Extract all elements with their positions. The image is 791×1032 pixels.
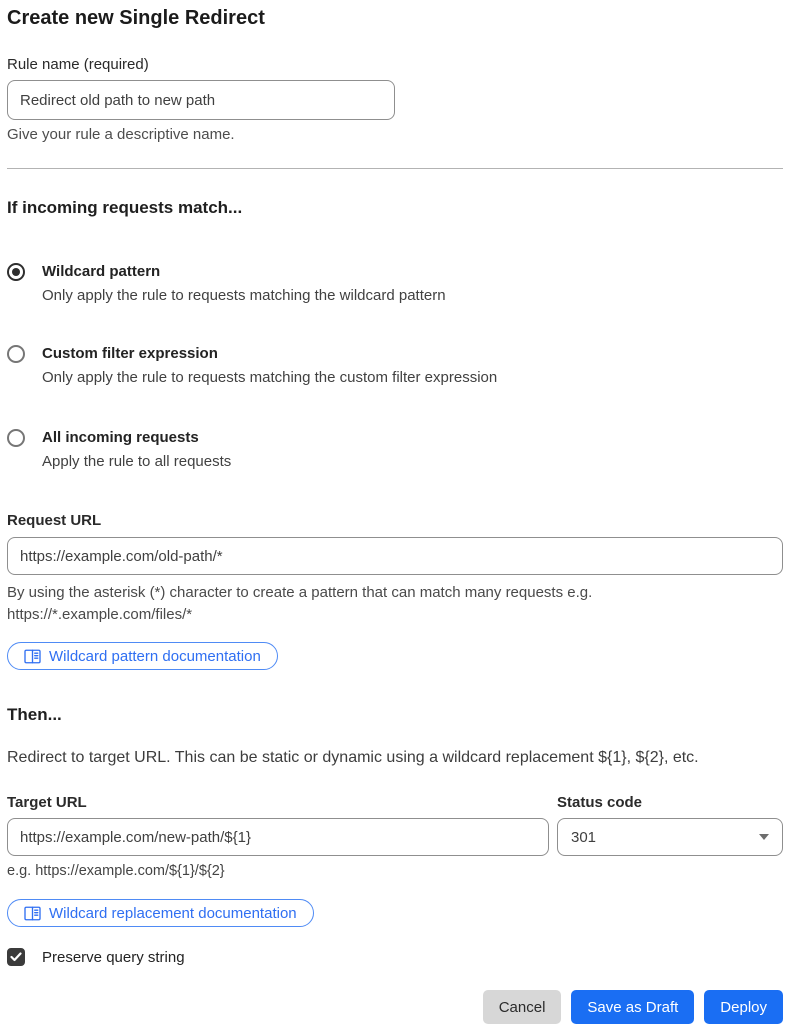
radio-button[interactable]: [7, 429, 25, 447]
save-as-draft-button[interactable]: Save as Draft: [571, 990, 694, 1024]
request-url-label: Request URL: [7, 512, 102, 529]
chevron-down-icon: [759, 834, 769, 840]
rule-name-help: Give your rule a descriptive name.: [7, 126, 235, 143]
status-code-column: [557, 794, 783, 880]
form-action-bar: [7, 990, 783, 1024]
radio-texts: [42, 344, 497, 387]
then-section-heading: Then...: [7, 705, 62, 724]
rule-name-label: Rule name (required): [7, 56, 149, 73]
target-url-help: e.g. https://example.com/${1}/${2}: [7, 863, 225, 879]
wildcard-replacement-documentation-button[interactable]: [7, 899, 314, 927]
radio-description: Only apply the rule to requests matching the wildcard pattern: [42, 287, 446, 304]
cancel-button[interactable]: Cancel: [483, 990, 562, 1024]
radio-description: Apply the rule to all requests: [42, 453, 232, 470]
doc-button-label: Wildcard replacement documentation: [49, 904, 297, 922]
page-title: Create new Single Redirect: [7, 7, 265, 29]
preserve-query-string-row[interactable]: [7, 948, 783, 966]
request-url-help: [7, 582, 783, 626]
radio-option-wildcard-pattern[interactable]: [7, 262, 783, 305]
doc-button-label: Wildcard pattern documentation: [49, 647, 261, 665]
status-code-label: Status code: [557, 794, 643, 811]
request-url-help-line2: https://*.example.com/files/*: [7, 606, 193, 623]
preserve-query-string-label: Preserve query string: [42, 948, 185, 966]
section-divider: [7, 168, 783, 169]
rule-name-input[interactable]: [7, 80, 395, 120]
then-section-description: Redirect to target URL. This can be static or dynamic using a wildcard replacement ${1}, ${2}, etc.: [7, 749, 699, 766]
radio-button[interactable]: [7, 263, 25, 281]
deploy-button[interactable]: Deploy: [704, 990, 783, 1024]
radio-label: Custom filter expression: [42, 345, 218, 362]
request-url-help-line1: By using the asterisk (*) character to create a pattern that can match many requests e.g.: [7, 584, 593, 601]
target-url-label: Target URL: [7, 794, 87, 811]
radio-option-all-requests[interactable]: [7, 428, 783, 471]
status-code-select[interactable]: [557, 818, 783, 856]
match-section-heading: If incoming requests match...: [7, 198, 243, 217]
wildcard-pattern-documentation-button[interactable]: [7, 642, 278, 670]
open-book-icon: [24, 906, 41, 921]
target-url-column: [7, 794, 549, 880]
target-and-status-row: [7, 794, 783, 880]
preserve-query-string-checkbox[interactable]: [7, 948, 25, 966]
radio-label: All incoming requests: [42, 429, 199, 446]
radio-texts: [42, 262, 446, 305]
radio-button[interactable]: [7, 345, 25, 363]
radio-label: Wildcard pattern: [42, 263, 161, 280]
open-book-icon: [24, 649, 41, 664]
radio-option-custom-filter[interactable]: [7, 344, 783, 387]
status-code-value: 301: [571, 828, 597, 846]
radio-texts: [42, 428, 231, 471]
target-url-input[interactable]: [7, 818, 549, 856]
request-url-input[interactable]: [7, 537, 783, 575]
radio-description: Only apply the rule to requests matching the custom filter expression: [42, 369, 498, 386]
